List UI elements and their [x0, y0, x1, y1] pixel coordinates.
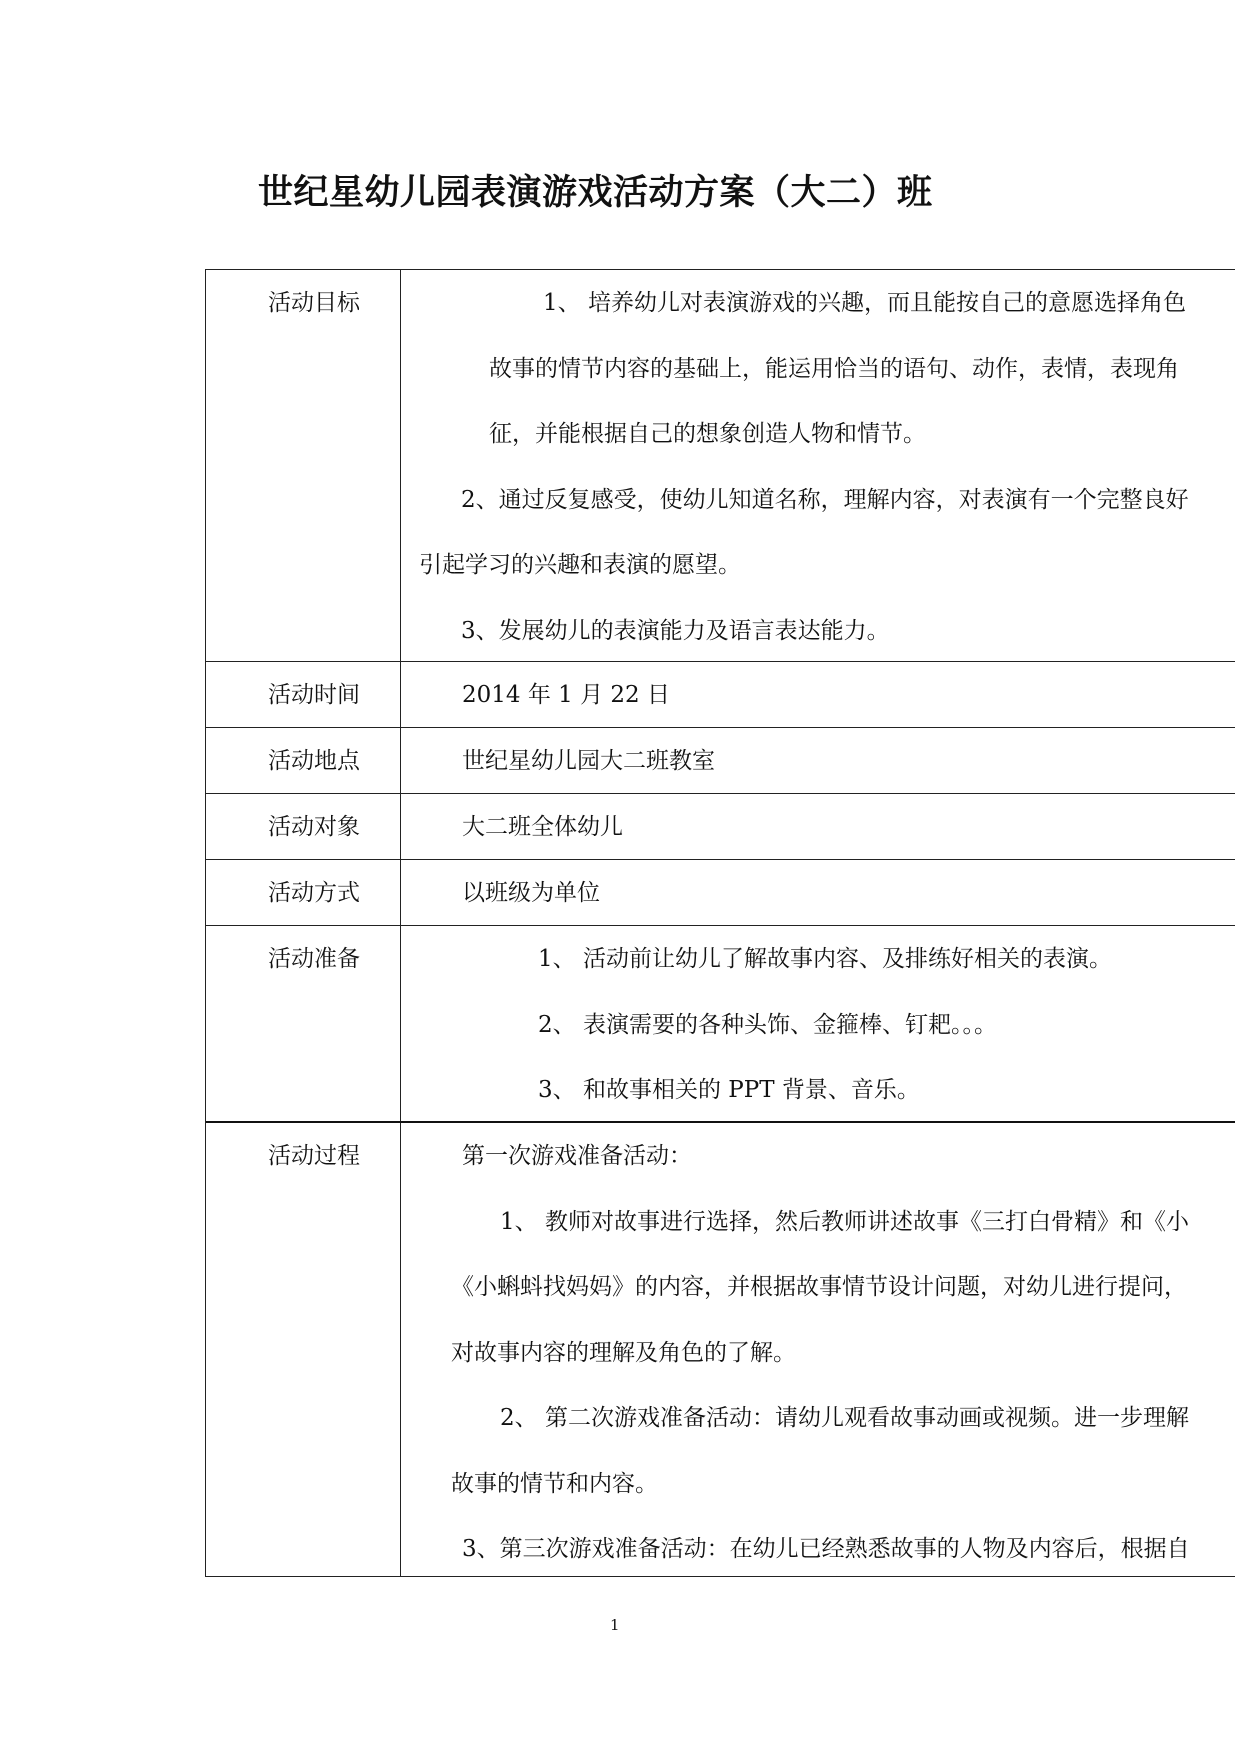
- label-activity-time: 活动时间: [206, 662, 401, 727]
- row-activity-process: [206, 1123, 1235, 1576]
- goal-line: 故事的情节内容的基础上，能运用恰当的语句、动作，表情，表现角: [489, 356, 1179, 382]
- content-activity-time: [401, 662, 1235, 727]
- goal-line: 征，并能根据自己的想象创造人物和情节。: [489, 421, 926, 447]
- activity-time-value: 2014 年 1 月 22 日: [462, 682, 670, 708]
- process-line: 第一次游戏准备活动：: [462, 1143, 692, 1169]
- process-line: 2、 第二次游戏准备活动：请幼儿观看故事动画或视频。进一步理解: [500, 1405, 1189, 1431]
- label-activity-goal: 活动目标: [206, 270, 401, 661]
- content-activity-place: [401, 728, 1235, 793]
- label-activity-target: 活动对象: [206, 794, 401, 859]
- label-activity-place: 活动地点: [206, 728, 401, 793]
- process-line: 故事的情节和内容。: [451, 1471, 658, 1497]
- label-activity-prep: 活动准备: [206, 926, 401, 1121]
- label-activity-method: 活动方式: [206, 860, 401, 925]
- activity-target-value: 大二班全体幼儿: [462, 814, 623, 840]
- row-activity-time: [206, 662, 1235, 728]
- prep-line: 1、 活动前让幼儿了解故事内容、及排练好相关的表演。: [538, 946, 1112, 972]
- process-line: 对故事内容的理解及角色的了解。: [451, 1340, 796, 1366]
- activity-method-value: 以班级为单位: [462, 880, 600, 906]
- content-activity-prep: [401, 926, 1235, 1121]
- row-activity-method: [206, 860, 1235, 926]
- process-line: 3、第三次游戏准备活动：在幼儿已经熟悉故事的人物及内容后，根据自: [462, 1536, 1190, 1562]
- row-activity-goal: [206, 270, 1235, 662]
- process-line: 《小蝌蚪找妈妈》的内容，并根据故事情节设计问题，对幼儿进行提问，: [451, 1274, 1187, 1300]
- prep-line: 2、 表演需要的各种头饰、金箍棒、钉耙。。。: [538, 1012, 997, 1038]
- activity-place-value: 世纪星幼儿园大二班教室: [462, 748, 715, 774]
- content-activity-process: [401, 1123, 1235, 1576]
- goal-line: 引起学习的兴趣和表演的愿望。: [419, 552, 741, 578]
- content-activity-goal: [401, 270, 1235, 661]
- row-activity-place: [206, 728, 1235, 794]
- goal-line: 3、发展幼儿的表演能力及语言表达能力。: [461, 618, 890, 644]
- content-activity-method: [401, 860, 1235, 925]
- row-activity-prep: [206, 926, 1235, 1123]
- activity-plan-table: [205, 269, 1235, 1577]
- goal-line: 1、 培养幼儿对表演游戏的兴趣，而且能按自己的意愿选择角色: [543, 290, 1186, 316]
- label-activity-process: 活动过程: [206, 1123, 401, 1576]
- prep-line: 3、 和故事相关的 PPT 背景、音乐。: [538, 1077, 920, 1103]
- row-activity-target: [206, 794, 1235, 860]
- goal-line: 2、通过反复感受，使幼儿知道名称，理解内容，对表演有一个完整良好: [461, 487, 1189, 513]
- content-activity-target: [401, 794, 1235, 859]
- page-number: 1: [610, 1616, 620, 1634]
- document-title: 世纪星幼儿园表演游戏活动方案（大二）班: [258, 172, 933, 213]
- process-line: 1、 教师对故事进行选择，然后教师讲述故事《三打白骨精》和《小: [500, 1209, 1189, 1235]
